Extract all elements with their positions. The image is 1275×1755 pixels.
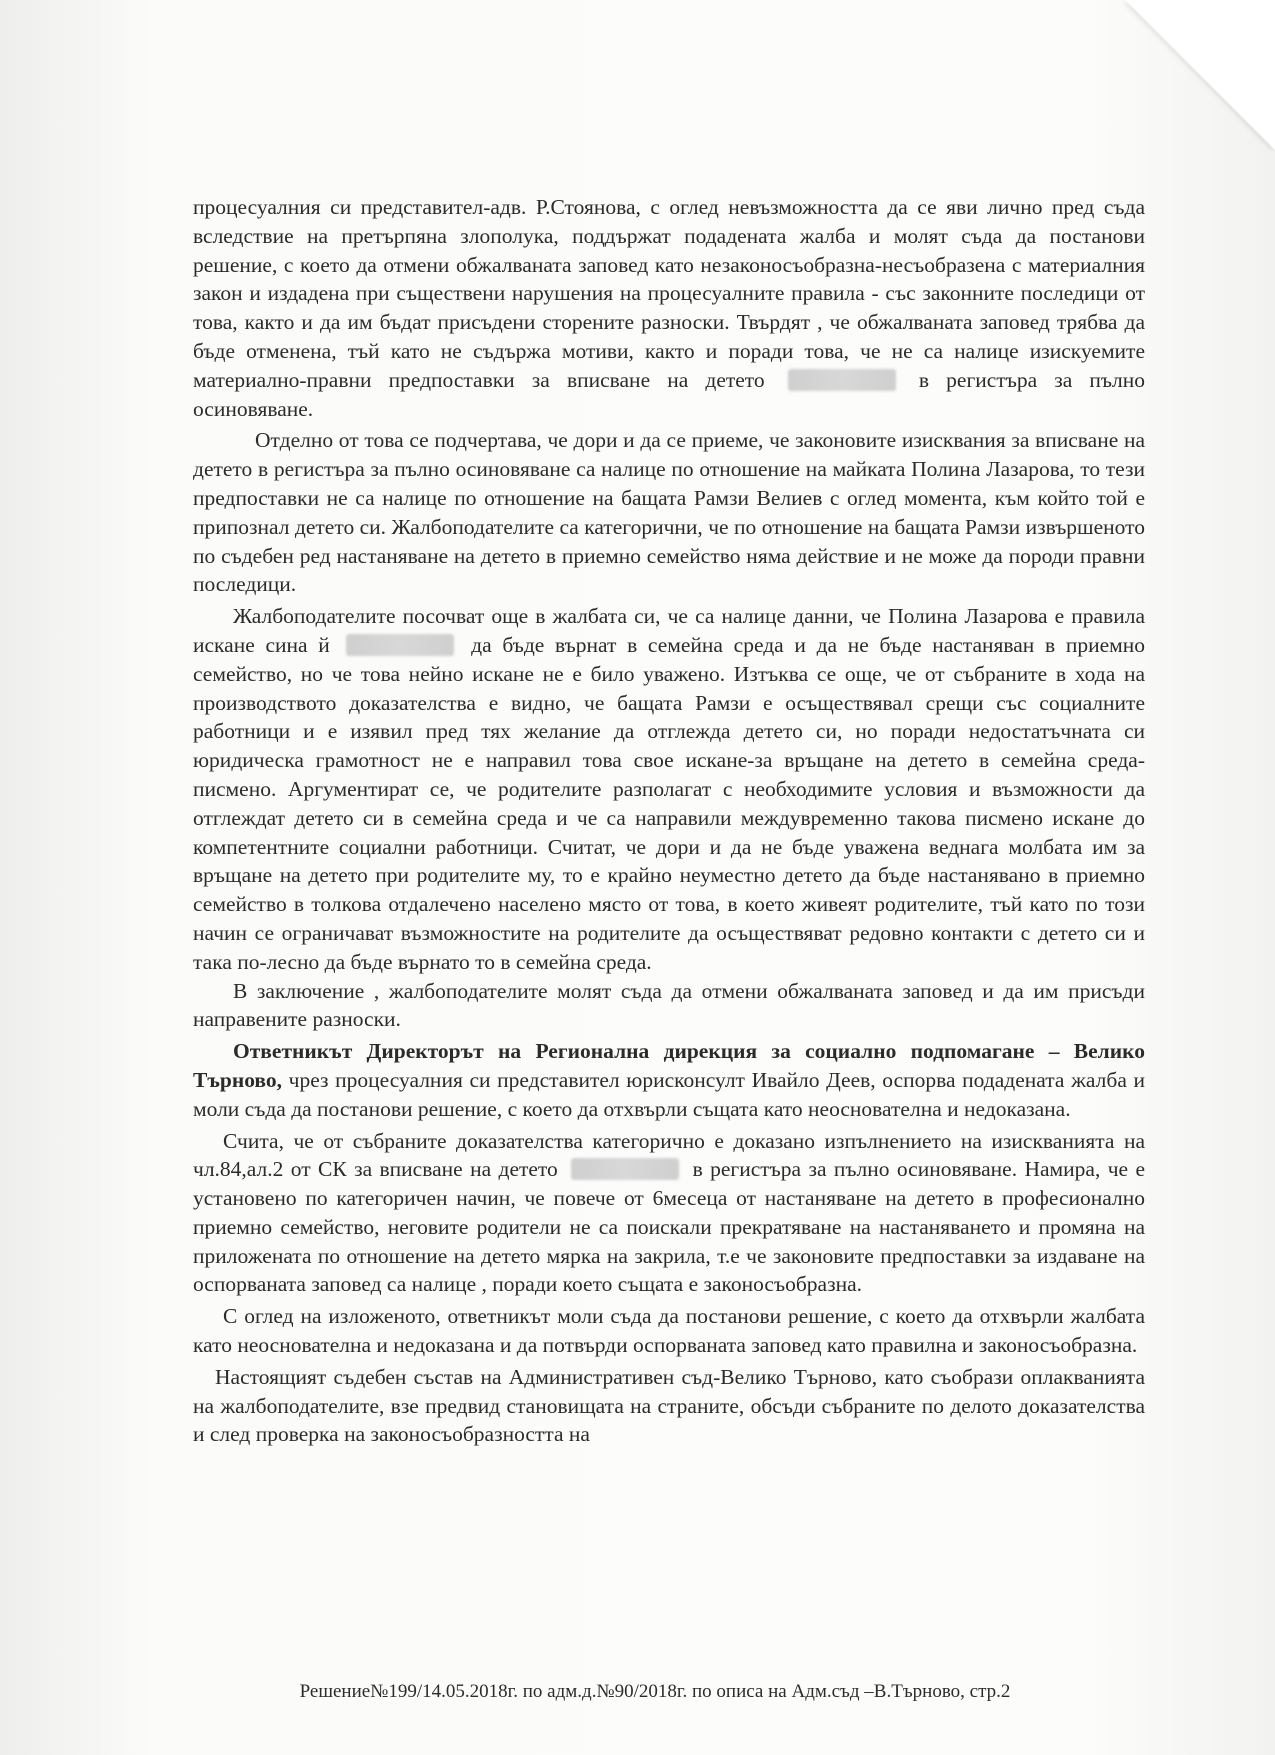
- paragraph-3: Жалбоподателите посочват още в жалбата си, че са налице данни, че Полина Лазарова е правила искане сина й да бъде върнат в семейна среда и да не бъде настаняван в приемно семейство, но че това нейно искане не е било уважено. Изтъква се още, че от събраните в хода на производството доказателства е видно, че бащата Рамзи е осъществявал срещи със социалните работници и е изявил пред тях желание да отглежда детето си, но поради недостатъчната си юридическа грамотност не е направил това свое искане-за връщане на детето в семейна среда-писмено. Аргументират се, че родителите разполагат с необходимите условия и възможности да отглеждат детето си в семейна среда и че са направили междувременно такова писмено искане до компетентните социални работници. Считат, че дори и да не бъде уважена веднага молбата им за връщане на детето при родителите му, то е крайно неуместно детето да бъде настанявано в приемно семейство в толкова отдалечено населено място от това, в което живеят родителите, тъй като по този начин се ограничават възможностите на родителите да осъществяват редовно контакти с детето си и така по-лесно да бъде върнато то в семейна среда.: [193, 604, 1146, 974]
- paragraph-6: Счита, че от събраните доказателства категорично е доказано изпълнението на изискванията на чл.84,ал.2 от СК за вписване на детето в регистъра за пълно осиновяване. Намира, че е установено по категоричен начин, че повече от 6месеца от настаняване на детето в професионално приемно семейство, неговите родители не са поискали прекратяване на настаняването и промяна на приложената по отношение на детето мярка на закрила, т.е че законовите предпоставки за издаване на оспорваната заповед са налице , поради което същата е законосъобразна.: [193, 1128, 1145, 1297]
- redacted-name: [571, 1158, 679, 1180]
- redacted-name: [346, 634, 454, 656]
- paragraph-5: Ответникът Директорът на Регионална дирекция за социално подпомагане – Велико Търново, чрез процесуалния си представител юрисконсулт Ивайло Деев, оспорва подадената жалба и моли съда да постанови решение, с което да отхвърли същата като неоснователна и недоказана.: [193, 1039, 1146, 1121]
- respondent-name: Ответникът Директорът на Регионална дирекция за социално подпомагане – Велико Търново,: [193, 1039, 1145, 1092]
- paragraph-7: С оглед на изложеното, ответникът моли съда да постанови решение, с което да отхвърли жалбата като неоснователна и недоказана и да потвърди оспорваната заповед като правилна и законосъобразна.: [193, 1304, 1145, 1358]
- redacted-name: [788, 369, 896, 391]
- paragraph-8: Настоящият съдебен състав на Административен съд-Велико Търново, като съобрази оплакванията на жалбоподателите, взе предвид становищата на страните, обсъди събраните по делото доказателства и след проверка на законосъобразността на: [193, 1364, 1145, 1447]
- page-footer: Решение№199/14.05.2018г. по адм.д.№90/2018г. по описа на Адм.съд –В.Търново, стр.2: [299, 1681, 1011, 1702]
- paragraph-4: В заключение , жалбоподателите молят съда да отмени обжалваната заповед и да им присъди направените разноски.: [193, 978, 1145, 1032]
- folded-corner: [1125, 0, 1275, 150]
- paragraph-1: процесуалния си представител-адв. Р.Стоянова, с оглед невъзможността да се яви лично пред съда вследствие на претърпяна злополука, поддържат подадената жалба и молят съда да постанови решение, с което да отмени обжалваната заповед като незаконосъобразна-несъобразена с материалния закон и издадена при съществени нарушения на процесуалните правила - със законните последици от това, както и да им бъдат присъдени сторените разноски. Твърдят , че обжалваната заповед трябва да бъде отменена, тъй като не съдържа мотиви, както и поради това, че не са налице изискуемите материално-правни предпоставки за вписване на детето в регистъра за пълно осиновяване.: [193, 195, 1146, 421]
- document-body: [193, 193, 1145, 1449]
- paragraph-2: Отделно от това се подчертава, че дори и да се приеме, че законовите изисквания за вписване на детето в регистъра за пълно осиновяване са налице по отношение на майката Полина Лазарова, то тези предпоставки не са налице по отношение на бащата Рамзи Велиев с оглед момента, към който той е припознал детето си. Жалбоподателите са категорични, че по отношение на бащата Рамзи извършеното по съдебен ред настаняване на детето в приемно семейство няма действие и не може да породи правни последици.: [193, 428, 1145, 597]
